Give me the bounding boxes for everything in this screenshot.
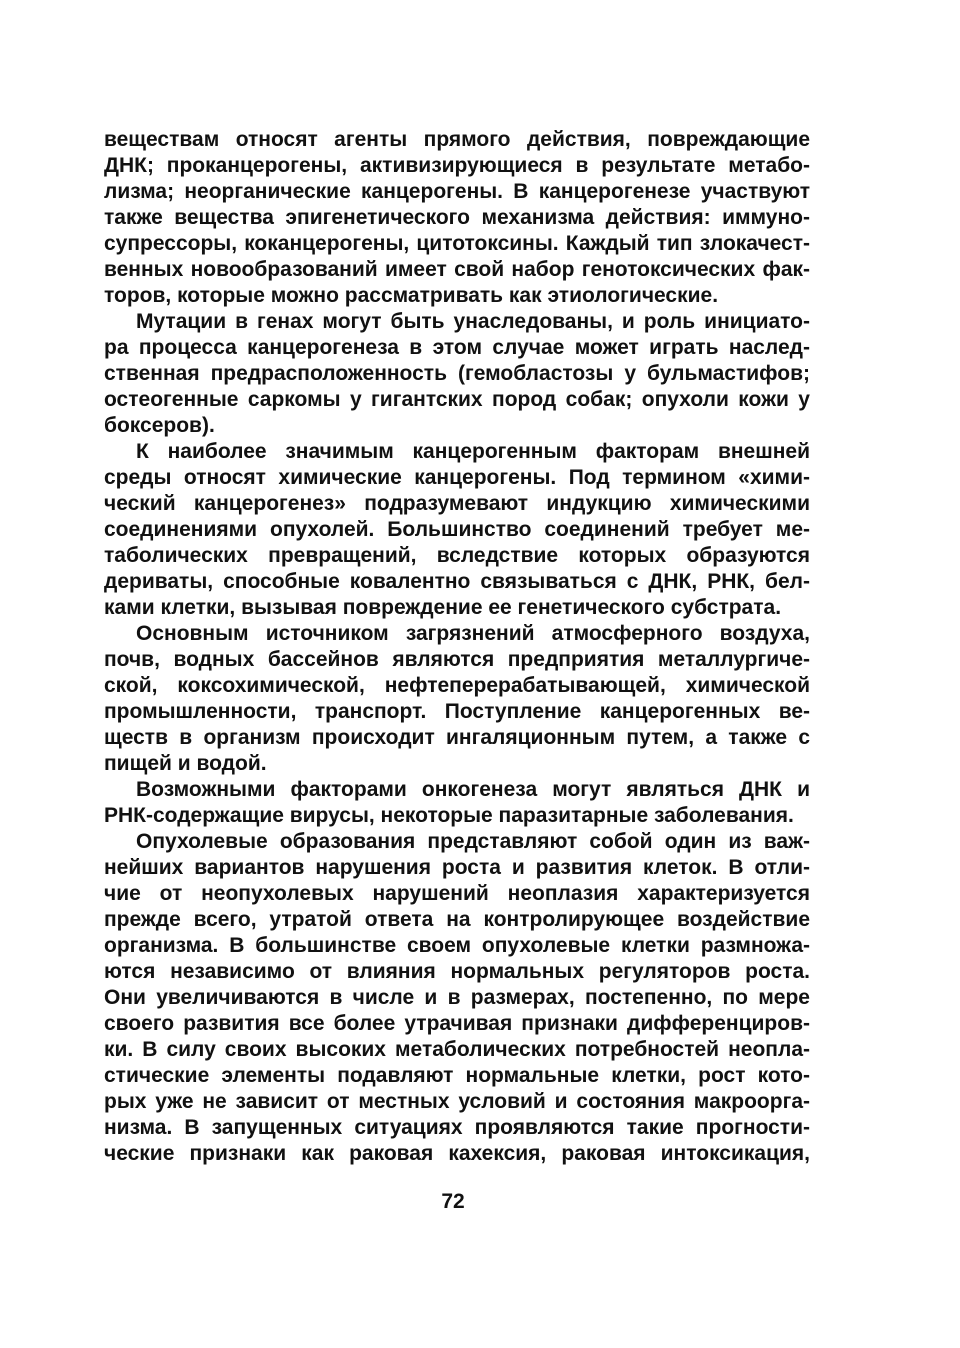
text-line: ются независимо от влияния нормальных регуляторов роста. — [104, 960, 810, 983]
text-line: К наиболее значимым канцерогенным факторам внешней — [136, 440, 810, 463]
body-text — [104, 127, 810, 1167]
paragraph — [104, 309, 810, 439]
text-line: Возможными факторами онкогенеза могут являться ДНК и — [136, 778, 810, 801]
text-line: остеогенные саркомы у гигантских пород собак; опухоли кожи у — [104, 388, 810, 411]
text-line: ственная предрасположенность (гемобластозы у бульмастифов; — [104, 362, 810, 385]
text-line: низма. В запущенных ситуациях проявляются такие прогности- — [104, 1116, 810, 1139]
text-line: торов, которые можно рассматривать как этиологические. — [104, 284, 719, 307]
text-line: стические элементы подавляют нормальные клетки, рост кото- — [104, 1064, 810, 1087]
text-line: Они увеличиваются в числе и в размерах, постепенно, по мере — [104, 986, 810, 1009]
text-line: чие от неопухолевых нарушений неоплазия характеризуется — [104, 882, 810, 905]
text-line: дериваты, способные ковалентно связываться с ДНК, РНК, бел- — [104, 570, 810, 593]
text-line: лизма; неорганические канцерогены. В канцерогенезе участвуют — [104, 180, 810, 203]
paragraph — [104, 777, 810, 829]
text-line: Опухолевые образования представляют собой один из важ- — [136, 830, 810, 853]
text-line: Основным источником загрязнений атмосферного воздуха, — [136, 622, 810, 645]
text-line: ческий канцерогенез» подразумевают индукцию химическими — [104, 492, 810, 515]
text-line: рых уже не зависит от местных условий и состояния макроорга- — [104, 1090, 810, 1113]
text-line: среды относят химические канцерогены. Под термином «хими- — [104, 466, 810, 489]
text-line: промышленности, транспорт. Поступление канцерогенных ве- — [104, 700, 810, 723]
text-line: пищей и водой. — [104, 752, 267, 775]
paragraph — [104, 439, 810, 621]
text-line: ской, коксохимической, нефтеперерабатывающей, химической — [104, 674, 810, 697]
text-line: прежде всего, утратой ответа на контролирующее воздействие — [104, 908, 810, 931]
text-line: ческие признаки как раковая кахексия, раковая интоксикация, — [104, 1142, 810, 1165]
text-line: организма. В большинстве своем опухолевые клетки размножа- — [104, 934, 810, 957]
text-line: также вещества эпигенетического механизма действия: иммуно- — [104, 206, 810, 229]
page-number: 72 — [441, 1190, 465, 1213]
text-line: ками клетки, вызывая повреждение ее генетического субстрата. — [104, 596, 782, 619]
text-line: Мутации в генах могут быть унаследованы, и роль инициато- — [136, 310, 810, 333]
text-line: ществ в организм происходит ингаляционным путем, а также с — [104, 726, 810, 749]
text-line: таболических превращений, вследствие которых образуются — [104, 544, 810, 567]
paragraph — [104, 127, 810, 309]
text-line: супрессоры, коканцерогены, цитотоксины. Каждый тип злокачест- — [104, 232, 810, 255]
paragraph — [104, 621, 810, 777]
text-line: своего развития все более утрачивая признаки дифференциров- — [104, 1012, 810, 1035]
text-line: соединениями опухолей. Большинство соединений требует ме- — [104, 518, 810, 541]
text-line: веществам относят агенты прямого действия, повреждающие — [104, 128, 810, 151]
text-line: боксеров). — [104, 414, 215, 437]
text-line: венных новообразований имеет свой набор генотоксических фак- — [104, 258, 810, 281]
text-line: ра процесса канцерогенеза в этом случае может играть наслед- — [104, 336, 810, 359]
text-line: ДНК; проканцерогены, активизирующиеся в результате метабо- — [104, 154, 810, 177]
paragraph — [104, 829, 810, 1167]
text-line: ки. В силу своих высоких метаболических потребностей неопла- — [104, 1038, 810, 1061]
text-line: почв, водных бассейнов являются предприятия металлургиче- — [104, 648, 810, 671]
text-line: нейших вариантов нарушения роста и развития клеток. В отли- — [104, 856, 810, 879]
text-line: РНК-содержащие вирусы, некоторые паразитарные заболевания. — [104, 804, 794, 827]
